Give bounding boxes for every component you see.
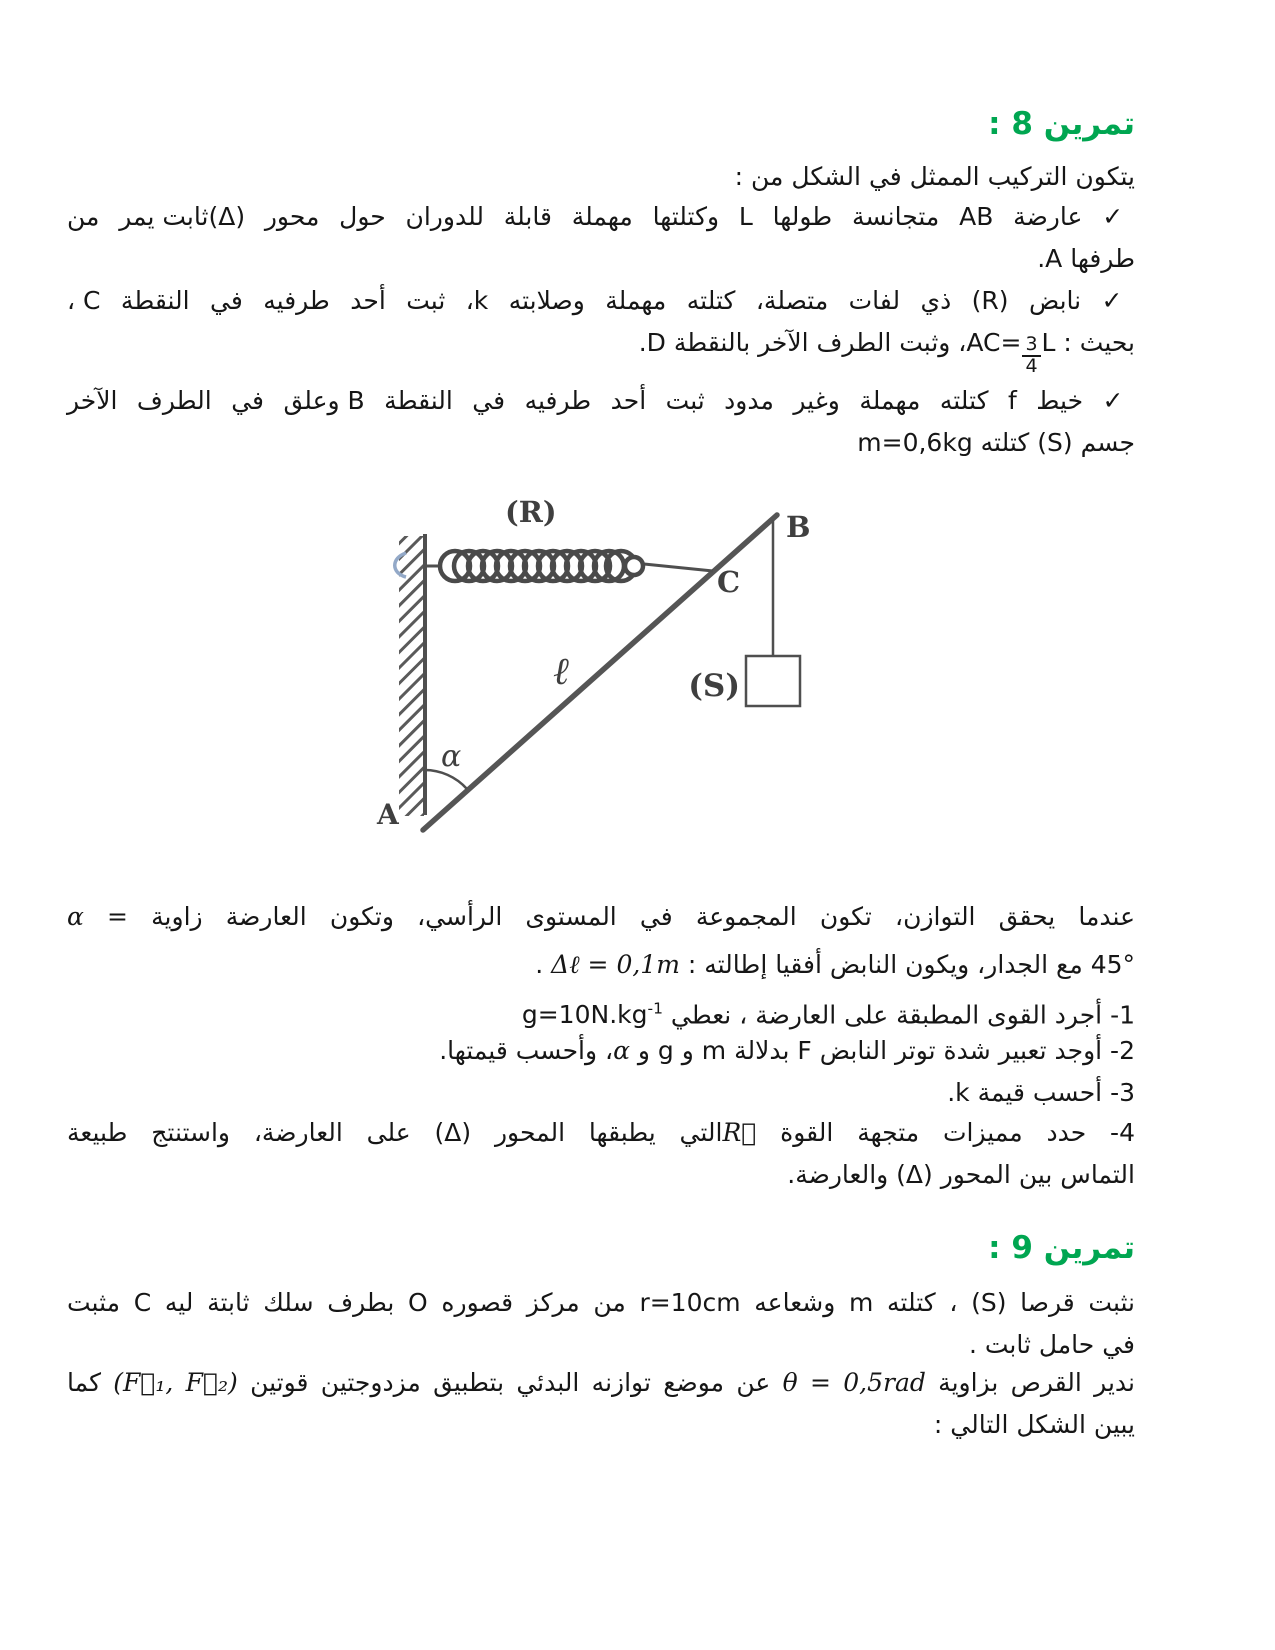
theta-equation: θ = 0,5rad — [782, 1368, 926, 1397]
delta-l-equation: Δℓ = 0,1m — [551, 950, 680, 979]
ex8-question1 — [67, 990, 1135, 1034]
alpha-equals-math: α = — [67, 902, 128, 931]
ex8-equilibrium-line1 — [67, 898, 1135, 936]
ex8-p1l2-arabic: 45° مع الجدار، ويكون النابض أفقيا إطالته : — [679, 950, 1135, 979]
spring-right-link — [644, 564, 713, 571]
fraction-three-quarters — [1022, 335, 1040, 377]
force-couple-vectors: (F⃗₁, F⃗₂) — [113, 1368, 238, 1397]
ex9-line2: في حامل ثابت . — [968, 1330, 1135, 1359]
ex8-question3: 3- أحسب قيمة k. — [947, 1078, 1135, 1107]
ex8-bullet3-line2: جسم (S) كتلته m=0,6kg — [857, 428, 1135, 457]
ex8-equilibrium-line2 — [67, 946, 1135, 984]
ex8-bullet2-line1: ✓ نابض (R) ذي لفات متصلة، كتلته مهملة وصلابته k، ثبت أحد طرفيه في النقطة C ، — [67, 286, 1135, 315]
ex8-bullet3-line1: ✓ خيط f كتلته مهملة وغير مدود ثبت أحد طرفيه في النقطة B وعلق في الطرف الآخر — [67, 386, 1135, 415]
ac-equals: AC= — [966, 328, 1022, 357]
q1-arabic: 1- أجرد القوى المطبقة على العارضة ، نعطي — [662, 1000, 1135, 1030]
gravity-base: g=10N.kg — [521, 1000, 648, 1030]
ex9-line4: يبين الشكل التالي : — [933, 1410, 1135, 1439]
ex8-bullet2-line2 — [67, 324, 1135, 377]
mass-block — [746, 656, 800, 706]
q2-arabic-b: ، وأحسب قيمتها. — [439, 1036, 614, 1065]
ex8-b2l2-arabic-pre: بحيث : — [1055, 328, 1135, 357]
equilibrium-figure — [353, 458, 823, 854]
ex8-bullet1-line2: طرفها A. — [1037, 244, 1135, 273]
q4-arabic-a: 4- حدد مميزات متجهة القوة — [756, 1118, 1135, 1147]
fraction-numerator: 3 — [1022, 335, 1040, 357]
spring-label: (R) — [505, 495, 557, 529]
ex8-intro-line: يتكون التركيب الممثل في الشكل من : — [734, 162, 1135, 191]
ex9-l3-arabic-c: كما — [67, 1368, 114, 1397]
alpha-angle-label: α — [441, 739, 462, 774]
point-B-label: B — [786, 510, 811, 544]
figure-canvas — [353, 458, 823, 850]
reaction-vector-symbol: R⃗ — [722, 1118, 757, 1147]
wall-hatching — [399, 536, 424, 816]
point-C-label: C — [717, 565, 741, 599]
ex9-line1: نثبت قرصا (S) ، كتلته m وشعاعه r=10cm من مركز قصوره O بطرف سلك ثابتة ليه C مثبت — [67, 1288, 1135, 1317]
exercise-9-title: تمرين 9 : — [988, 1230, 1135, 1266]
ex9-line3 — [67, 1364, 1135, 1402]
rod-length-label: ℓ — [553, 649, 569, 693]
q2-alpha-symbol: α — [613, 1036, 630, 1065]
ac-equation — [966, 328, 1056, 378]
exercise-8-title: تمرين 8 : — [988, 106, 1135, 142]
ex8-question4-line1 — [67, 1114, 1135, 1152]
fraction-denominator: 4 — [1025, 355, 1038, 378]
mass-S-label: (S) — [688, 668, 740, 704]
gravity-exponent: -1 — [647, 1000, 663, 1018]
ex9-l3-arabic-b: عن موضع توازنه البدئي بتطبيق مزدوجتين قوتين — [237, 1368, 783, 1397]
q4-arabic-b: التي يطبقها المحور (Δ) على العارضة، واستنتج طبيعة — [67, 1118, 723, 1147]
gravity-value — [522, 1000, 663, 1029]
ex8-b2l2-arabic-post: ، وثبت الطرف الآخر بالنقطة D. — [638, 328, 967, 357]
ex8-p1l1-arabic: عندما يحقق التوازن، تكون المجموعة في المستوى الرأسي، وتكون العارضة زاوية — [127, 902, 1135, 931]
spring-coil-icon — [440, 551, 643, 581]
ex8-question4-line2: التماس بين المحور (Δ) والعارضة. — [787, 1160, 1135, 1189]
ex8-bullet1-line1: ✓ عارضة AB متجانسة طولها L وكتلتها مهملة قابلة للدوران حول محور (Δ)ثابت يمر من — [67, 202, 1135, 231]
q2-arabic-a: 2- أوجد تعبير شدة توتر النابض F بدلالة m و g و — [629, 1036, 1135, 1065]
ex8-p1l2-period: . — [535, 950, 552, 979]
ex9-l3-arabic-a: ندير القرص بزاوية — [925, 1368, 1135, 1397]
ac-length-symbol: L — [1041, 328, 1056, 357]
point-A-label: A — [377, 798, 399, 831]
ex8-question2 — [67, 1032, 1135, 1070]
